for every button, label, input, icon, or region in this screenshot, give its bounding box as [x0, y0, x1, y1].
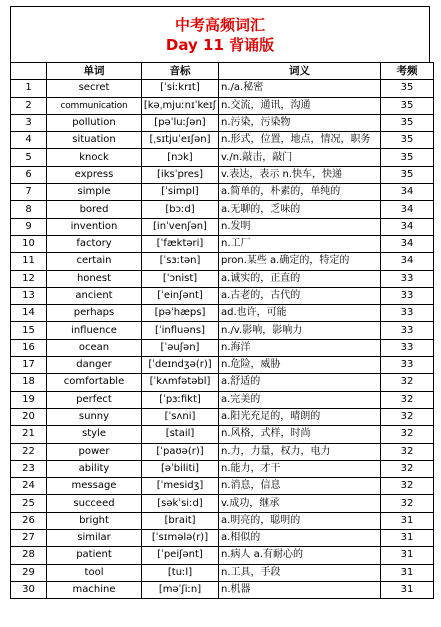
table-row: [11, 391, 434, 408]
row-number: 18: [11, 374, 47, 391]
row-phonetic: [ˈpaʊə(r)]: [142, 443, 219, 460]
row-frequency: 34: [381, 184, 434, 201]
vocab-sheet: [10, 6, 430, 599]
row-number: 11: [11, 253, 47, 270]
table-row: [11, 426, 434, 443]
header-word: 单词: [47, 63, 142, 80]
row-meaning: a.相似的: [219, 530, 381, 547]
table-row: [11, 97, 434, 114]
row-meaning: a.阳光充足的，晴朗的: [219, 408, 381, 425]
row-meaning: v.表达，表示 n.快车，快递: [219, 166, 381, 183]
row-number: 23: [11, 460, 47, 477]
row-meaning: n.工厂: [219, 235, 381, 252]
table-row: [11, 512, 434, 529]
row-word: secret: [47, 80, 142, 97]
row-meaning: n.危险，威胁: [219, 357, 381, 374]
table-row: [11, 530, 434, 547]
row-number: 2: [11, 97, 47, 114]
row-number: 27: [11, 530, 47, 547]
row-meaning: v.成功，继承: [219, 495, 381, 512]
table-row: [11, 374, 434, 391]
row-frequency: 32: [381, 495, 434, 512]
row-phonetic: [ˈmesidʒ]: [142, 478, 219, 495]
table-row: [11, 564, 434, 581]
row-word: perfect: [47, 391, 142, 408]
row-word: factory: [47, 235, 142, 252]
row-phonetic: [inˈvenʃən]: [142, 218, 219, 235]
row-word: ocean: [47, 339, 142, 356]
row-word: machine: [47, 581, 142, 598]
row-frequency: 35: [381, 149, 434, 166]
row-word: honest: [47, 270, 142, 287]
row-frequency: 32: [381, 408, 434, 425]
table-row: [11, 235, 434, 252]
table-row: [11, 201, 434, 218]
header-meaning: 词义: [219, 63, 381, 80]
row-frequency: 33: [381, 339, 434, 356]
row-phonetic: [tuːl]: [142, 564, 219, 581]
row-frequency: 35: [381, 80, 434, 97]
row-phonetic: [ˈsimpl]: [142, 184, 219, 201]
row-frequency: 32: [381, 478, 434, 495]
row-word: similar: [47, 530, 142, 547]
row-word: patient: [47, 547, 142, 564]
row-meaning: n.能力，才干: [219, 460, 381, 477]
row-meaning: n.风格，式样，时尚: [219, 426, 381, 443]
row-word: message: [47, 478, 142, 495]
row-number: 17: [11, 357, 47, 374]
table-row: [11, 495, 434, 512]
row-meaning: n.交流，通讯，沟通: [219, 97, 381, 114]
row-meaning: ad.也许，可能: [219, 305, 381, 322]
row-frequency: 33: [381, 287, 434, 304]
row-phonetic: [ˈsɪmələ(r)]: [142, 530, 219, 547]
row-number: 8: [11, 201, 47, 218]
row-frequency: 31: [381, 512, 434, 529]
row-phonetic: [bɔːd]: [142, 201, 219, 218]
row-frequency: 35: [381, 114, 434, 131]
row-number: 19: [11, 391, 47, 408]
row-meaning: a.完美的: [219, 391, 381, 408]
row-number: 6: [11, 166, 47, 183]
row-phonetic: [ˈsʌni]: [142, 408, 219, 425]
row-word: influence: [47, 322, 142, 339]
row-phonetic: [brait]: [142, 512, 219, 529]
row-number: 30: [11, 581, 47, 598]
row-word: bright: [47, 512, 142, 529]
table-row: [11, 305, 434, 322]
row-word: tool: [47, 564, 142, 581]
row-meaning: n./a.秘密: [219, 80, 381, 97]
table-row: [11, 460, 434, 477]
row-word: power: [47, 443, 142, 460]
vocab-table: [10, 62, 434, 599]
row-frequency: 33: [381, 305, 434, 322]
row-number: 5: [11, 149, 47, 166]
row-meaning: a.简单的，朴素的，单纯的: [219, 184, 381, 201]
row-number: 16: [11, 339, 47, 356]
table-row: [11, 218, 434, 235]
row-word: certain: [47, 253, 142, 270]
row-phonetic: [kəˌmjuːnɪˈkeɪʃ: [142, 97, 219, 114]
row-word: ancient: [47, 287, 142, 304]
table-row: [11, 253, 434, 270]
row-phonetic: [ˈsiːkrɪt]: [142, 80, 219, 97]
row-phonetic: [nɔk]: [142, 149, 219, 166]
row-phonetic: [ˈeinʃənt]: [142, 287, 219, 304]
table-header-row: [11, 63, 434, 80]
row-meaning: a.古老的，古代的: [219, 287, 381, 304]
row-phonetic: [ˈdeɪndʒə(r)]: [142, 357, 219, 374]
row-meaning: a.舒适的: [219, 374, 381, 391]
header-ipa: 音标: [142, 63, 219, 80]
table-row: [11, 443, 434, 460]
row-frequency: 34: [381, 235, 434, 252]
table-row: [11, 184, 434, 201]
row-phonetic: [ˈfæktəri]: [142, 235, 219, 252]
row-frequency: 34: [381, 253, 434, 270]
row-number: 12: [11, 270, 47, 287]
row-meaning: n.病人 a.有耐心的: [219, 547, 381, 564]
row-phonetic: [ˈpeiʃənt]: [142, 547, 219, 564]
row-meaning: n.污染，污染物: [219, 114, 381, 131]
row-word: style: [47, 426, 142, 443]
row-frequency: 31: [381, 581, 434, 598]
row-frequency: 33: [381, 322, 434, 339]
row-frequency: 31: [381, 564, 434, 581]
table-row: [11, 581, 434, 598]
row-meaning: n.形式，位置，地点，情况，职务: [219, 132, 381, 149]
row-word: communication: [47, 97, 142, 114]
row-frequency: 32: [381, 374, 434, 391]
row-meaning: n.消息，信息: [219, 478, 381, 495]
row-frequency: 35: [381, 166, 434, 183]
row-phonetic: [ˈinfluəns]: [142, 322, 219, 339]
row-phonetic: [stail]: [142, 426, 219, 443]
row-frequency: 32: [381, 391, 434, 408]
row-meaning: n.发明: [219, 218, 381, 235]
header-freq: 考频: [381, 63, 434, 80]
row-phonetic: [ˈɔnist]: [142, 270, 219, 287]
row-word: sunny: [47, 408, 142, 425]
row-frequency: 31: [381, 547, 434, 564]
row-frequency: 32: [381, 443, 434, 460]
row-number: 3: [11, 114, 47, 131]
row-frequency: 33: [381, 270, 434, 287]
table-row: [11, 132, 434, 149]
row-word: succeed: [47, 495, 142, 512]
row-meaning: n./v.影响，影响力: [219, 322, 381, 339]
row-phonetic: [pəˈhæps]: [142, 305, 219, 322]
row-phonetic: [ˈpɜːfikt]: [142, 391, 219, 408]
table-row: [11, 357, 434, 374]
table-row: [11, 322, 434, 339]
row-number: 14: [11, 305, 47, 322]
row-number: 9: [11, 218, 47, 235]
row-number: 29: [11, 564, 47, 581]
row-number: 13: [11, 287, 47, 304]
row-frequency: 35: [381, 97, 434, 114]
row-frequency: 32: [381, 460, 434, 477]
row-meaning: pron.某些 a.确定的，特定的: [219, 253, 381, 270]
row-word: knock: [47, 149, 142, 166]
row-word: express: [47, 166, 142, 183]
table-row: [11, 547, 434, 564]
row-phonetic: [iksˈpres]: [142, 166, 219, 183]
row-phonetic: [pəˈluːʃən]: [142, 114, 219, 131]
row-number: 1: [11, 80, 47, 97]
row-number: 15: [11, 322, 47, 339]
table-row: [11, 149, 434, 166]
row-phonetic: [ˈsɜːtən]: [142, 253, 219, 270]
row-meaning: a.诚实的，正直的: [219, 270, 381, 287]
row-word: invention: [47, 218, 142, 235]
row-phonetic: [ˌsɪtjuˈeɪʃən]: [142, 132, 219, 149]
row-word: danger: [47, 357, 142, 374]
row-word: simple: [47, 184, 142, 201]
row-number: 22: [11, 443, 47, 460]
row-frequency: 32: [381, 426, 434, 443]
row-meaning: n.工具，手段: [219, 564, 381, 581]
row-word: comfortable: [47, 374, 142, 391]
row-meaning: n.力，力量，权力，电力: [219, 443, 381, 460]
table-row: [11, 114, 434, 131]
row-frequency: 31: [381, 530, 434, 547]
header-num: [11, 63, 47, 80]
row-word: bored: [47, 201, 142, 218]
row-frequency: 34: [381, 201, 434, 218]
title-box: [10, 6, 430, 62]
row-meaning: a.无聊的，乏味的: [219, 201, 381, 218]
table-row: [11, 339, 434, 356]
row-number: 21: [11, 426, 47, 443]
table-row: [11, 478, 434, 495]
row-phonetic: [məˈʃiːn]: [142, 581, 219, 598]
row-phonetic: [ˈəuʃən]: [142, 339, 219, 356]
row-word: ability: [47, 460, 142, 477]
row-number: 10: [11, 235, 47, 252]
row-frequency: 34: [381, 218, 434, 235]
row-frequency: 35: [381, 132, 434, 149]
row-meaning: n.海洋: [219, 339, 381, 356]
row-phonetic: [əˈbiliti]: [142, 460, 219, 477]
row-phonetic: [səkˈsiːd]: [142, 495, 219, 512]
row-number: 26: [11, 512, 47, 529]
row-number: 20: [11, 408, 47, 425]
title-main: 中考高频词汇: [174, 15, 265, 34]
table-row: [11, 287, 434, 304]
row-frequency: 33: [381, 357, 434, 374]
row-word: situation: [47, 132, 142, 149]
row-number: 4: [11, 132, 47, 149]
row-word: perhaps: [47, 305, 142, 322]
table-row: [11, 166, 434, 183]
row-phonetic: [ˈkʌmfətəbl]: [142, 374, 219, 391]
row-number: 25: [11, 495, 47, 512]
title-sub: Day 11 背诵版: [165, 35, 275, 54]
row-number: 24: [11, 478, 47, 495]
row-number: 28: [11, 547, 47, 564]
row-word: pollution: [47, 114, 142, 131]
row-number: 7: [11, 184, 47, 201]
row-meaning: n.机器: [219, 581, 381, 598]
row-meaning: v./n.敲击，敲门: [219, 149, 381, 166]
table-row: [11, 408, 434, 425]
table-row: [11, 270, 434, 287]
row-meaning: a.明亮的，聪明的: [219, 512, 381, 529]
table-row: [11, 80, 434, 97]
